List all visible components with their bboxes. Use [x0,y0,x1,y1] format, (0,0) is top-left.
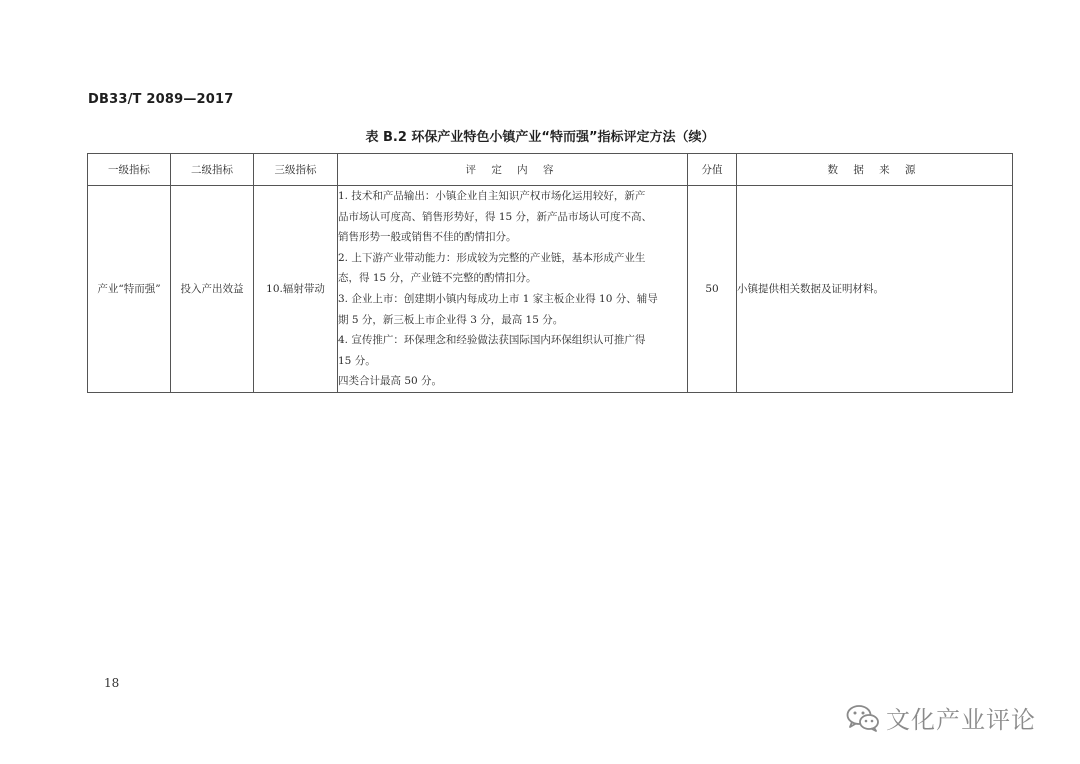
watermark-text: 文化产业评论 [886,706,1036,734]
column-header-content: 评 定 内 容 [338,154,688,186]
document-code: DB33/T 2089—2017 [88,92,234,107]
content-line: 15 分。 [338,354,376,367]
content-line: 1. 技术和产品输出：小镇企业自主知识产权市场化运用较好，新产 [338,190,646,202]
column-header-level3: 三级指标 [254,154,338,186]
cell-level2: 投入产出效益 [171,186,254,393]
cell-level3: 10.辐射带动 [254,186,338,393]
watermark [846,700,1036,735]
table-row [88,186,1013,393]
column-header-source: 数 据 来 源 [737,154,1013,186]
page-number: 18 [104,676,120,690]
table-header-row [88,154,1013,186]
content-line: 期 5 分，新三板上市企业得 3 分，最高 15 分。 [338,313,564,326]
wechat-icon [846,704,880,732]
content-line: 四类合计最高 50 分。 [338,375,443,388]
cell-score: 50 [688,186,737,393]
content-line: 3. 企业上市：创建期小镇内每成功上市 1 家主板企业得 10 分、辅导 [338,292,658,305]
cell-content [338,186,688,393]
column-header-level2: 二级指标 [171,154,254,186]
cell-source: 小镇提供相关数据及证明材料。 [737,186,1013,393]
content-line: 态，得 15 分，产业链不完整的酌情扣分。 [338,272,537,285]
cell-level1: 产业“特而强” [88,186,171,393]
indicator-table [87,153,1013,393]
content-line: 4. 宣传推广：环保理念和经验做法获国际国内环保组织认可推广得 [338,334,646,347]
content-line: 2. 上下游产业带动能力：形成较为完整的产业链，基本形成产业生 [338,251,646,264]
content-line: 品市场认可度高、销售形势好，得 15 分，新产品市场认可度不高、 [338,210,653,223]
table-title: 表 B.2 环保产业特色小镇产业“特而强”指标评定方法（续） [365,130,715,145]
column-header-level1: 一级指标 [88,154,171,186]
content-line: 销售形势一般或销售不佳的酌情扣分。 [338,231,517,244]
column-header-score: 分值 [688,154,737,186]
